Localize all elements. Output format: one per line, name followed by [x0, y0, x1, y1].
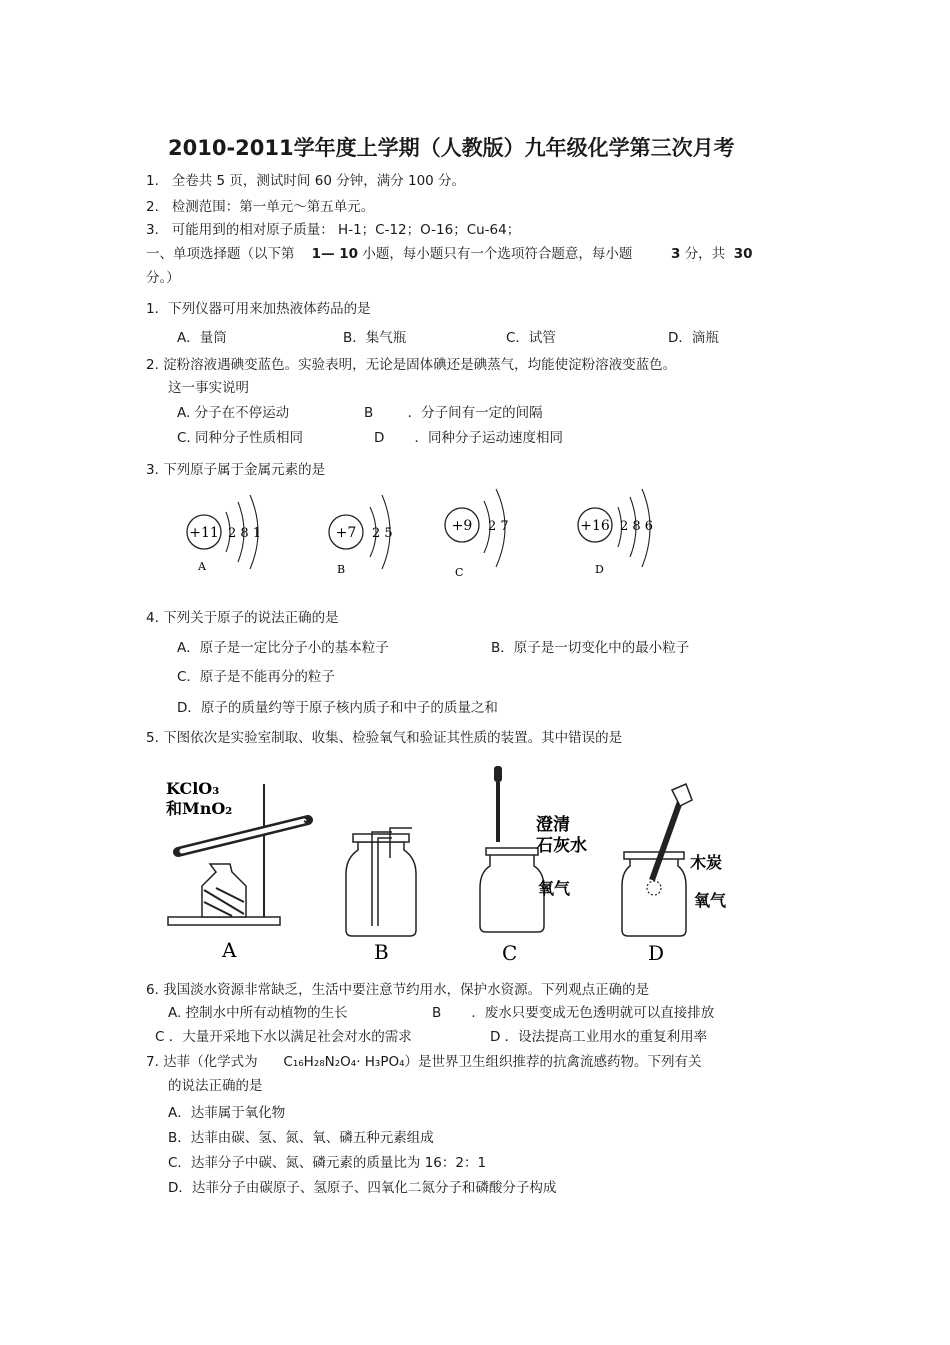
stem-part: ）是世界卫生组织推荐的抗禽流感药物。下列有关 — [404, 1054, 702, 1070]
q6-option-a: A. 控制水中所有动植物的生长 — [168, 1005, 348, 1021]
note-number: 1. — [146, 173, 159, 189]
question-3-stem: 3. 下列原子属于金属元素的是 — [146, 462, 326, 478]
q1-option-c: C．试管 — [506, 330, 556, 346]
q7-option-c: C．达菲分子中碳、氮、磷元素的质量比为 16：2：1 — [168, 1155, 487, 1171]
question-1-stem: 1．下列仪器可用来加热液体药品的是 — [146, 301, 371, 317]
electron-shells: 2 7 — [488, 519, 509, 534]
dropper-bulb — [494, 766, 502, 782]
electron-shells: 2 8 1 — [228, 526, 262, 541]
option-letter: B — [364, 405, 374, 421]
diagram-label: B — [337, 563, 346, 576]
nucleus-charge: +7 — [335, 525, 357, 541]
gas-bottle — [480, 854, 544, 932]
section-heading-part: 小题，每小题只有一个选项符合题意，每小题 — [362, 246, 633, 262]
note-text: 检测范围：第一单元～第五单元。 — [171, 199, 375, 215]
stand-base — [168, 917, 280, 925]
charcoal-label: 木炭 — [690, 853, 723, 872]
q1-option-d: D．滴瓶 — [668, 330, 719, 346]
q2-option-c: C. 同种分子性质相同 — [177, 430, 304, 446]
apparatus-b — [346, 828, 416, 964]
limewater-label: 石灰水 — [536, 836, 587, 856]
apparatus-a — [166, 779, 310, 962]
alcohol-lamp — [202, 864, 246, 917]
oxygen-label: 氧气 — [694, 891, 727, 910]
reagent-label: 和MnO₂ — [166, 799, 233, 818]
chemical-formula: C₁₆H₂₈N₂O₄· H₃PO₄ — [283, 1054, 405, 1070]
note-2 — [146, 198, 374, 216]
diagram-label: A — [198, 560, 206, 573]
option-text: ．分子间有一定的间隔 — [407, 405, 543, 421]
figure-label: C — [502, 941, 518, 965]
stem-part: 7. 达菲（化学式为 — [146, 1054, 258, 1070]
note-number: 3. — [146, 222, 159, 238]
atom-diagram-b — [329, 495, 393, 576]
atom-diagram-c — [445, 489, 509, 579]
q2-option-d — [374, 429, 563, 447]
electron-shells: 2 5 — [372, 526, 393, 541]
note-3 — [146, 221, 520, 239]
q7-option-b: B．达菲由碳、氢、氮、氧、磷五种元素组成 — [168, 1130, 434, 1146]
nucleus-charge: +16 — [580, 518, 610, 534]
oxygen-label: 氧气 — [538, 879, 571, 898]
apparatus-c — [480, 766, 587, 965]
option-text: ．废水只要变成无色透明就可以直接排放 — [471, 1005, 715, 1021]
note-number: 2. — [146, 199, 159, 215]
q4-option-d: D．原子的质量约等于原子核内质子和中子的质量之和 — [177, 700, 498, 716]
section-heading-part: 分，共 — [684, 246, 726, 262]
limewater-label: 澄清 — [536, 815, 570, 835]
apparatus-d — [622, 784, 727, 965]
section-range: 1— 10 — [311, 246, 359, 262]
note-1 — [146, 172, 465, 190]
question-5-stem: 5. 下图依次是实验室制取、收集、检验氧气和验证其性质的装置。其中错误的是 — [146, 730, 623, 746]
section-total: 30 — [733, 246, 753, 262]
figure-label: D — [648, 941, 665, 965]
note-text: 全卷共 5 页，测试时间 60 分钟，满分 100 分。 — [171, 173, 466, 189]
atom-structure-diagrams — [170, 485, 690, 585]
question-7-stem-cont: 的说法正确的是 — [168, 1078, 263, 1094]
q1-option-b: B．集气瓶 — [343, 330, 407, 346]
q6-option-b — [432, 1004, 714, 1022]
figure-label: A — [222, 938, 237, 962]
nucleus-charge: +11 — [189, 525, 219, 541]
oxygen-apparatus-figure — [160, 762, 760, 967]
section-heading-end: 分。） — [146, 270, 180, 286]
atom-diagram-d — [578, 489, 653, 576]
nucleus-charge: +9 — [451, 518, 473, 534]
figure-label: B — [374, 940, 389, 964]
q7-option-a: A．达菲属于氧化物 — [168, 1105, 286, 1121]
option-letter: B — [432, 1005, 442, 1021]
q4-option-c: C．原子是不能再分的粒子 — [177, 669, 335, 685]
question-2-stem-cont: 这一事实说明 — [168, 380, 249, 396]
diagram-label: D — [595, 563, 604, 576]
option-letter: D — [374, 430, 385, 446]
option-text: ．同种分子运动速度相同 — [414, 430, 563, 446]
q1-option-a: A．量筒 — [177, 330, 227, 346]
q2-option-b — [364, 404, 543, 422]
note-text: 可能用到的相对原子质量： H-1；C-12；O-16；Cu-64； — [171, 222, 521, 238]
section-heading — [146, 245, 753, 263]
q2-option-a: A. 分子在不停运动 — [177, 405, 290, 421]
electron-shells: 2 8 6 — [620, 519, 654, 534]
gas-bottle — [346, 842, 416, 936]
q7-option-d: D．达菲分子由碳原子、氢原子、四氧化二氮分子和磷酸分子构成 — [168, 1180, 557, 1196]
question-7-stem — [146, 1053, 702, 1071]
diagram-label: C — [455, 566, 464, 579]
question-4-stem: 4. 下列关于原子的说法正确的是 — [146, 610, 339, 626]
q4-option-b: B．原子是一切变化中的最小粒子 — [491, 640, 690, 656]
atom-diagram-a — [187, 495, 261, 573]
question-6-stem: 6. 我国淡水资源非常缺乏，生活中要注意节约用水，保护水资源。下列观点正确的是 — [146, 982, 650, 998]
q6-option-d: D ．设法提高工业用水的重复利用率 — [490, 1029, 708, 1045]
reagent-label: KClO₃ — [166, 779, 220, 798]
q4-option-a: A．原子是一定比分子小的基本粒子 — [177, 640, 389, 656]
question-2-stem: 2. 淀粉溶液遇碘变蓝色。实验表明，无论是固体碘还是碘蒸气，均能使淀粉溶液变蓝色。 — [146, 357, 677, 373]
section-score-each: 3 — [670, 246, 681, 262]
q6-option-c: C ．大量开采地下水以满足社会对水的需求 — [155, 1029, 412, 1045]
section-heading-part: 一、单项选择题（以下第 — [146, 246, 295, 262]
page-title: 2010-2011学年度上学期（人教版）九年级化学第三次月考 — [168, 136, 735, 160]
